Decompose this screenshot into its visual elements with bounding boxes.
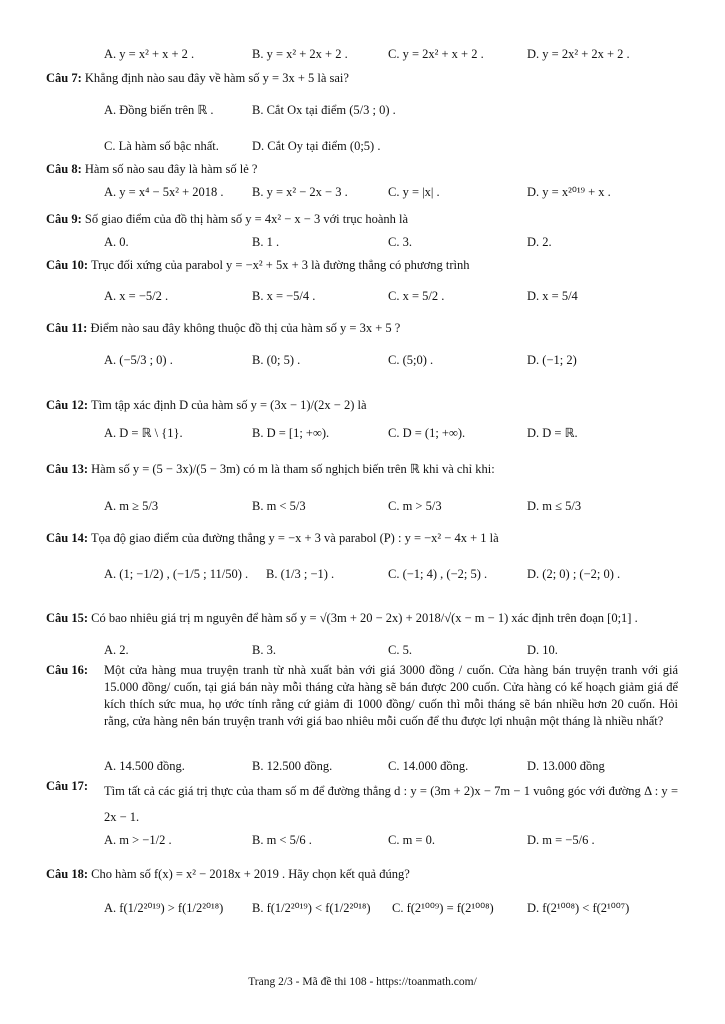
q11-label: Câu 11: [46, 321, 88, 335]
q11-option-d: D. (−1; 2) [527, 353, 577, 367]
q18-stem [46, 866, 410, 882]
q12-option-a: A. D = ℝ \ {1}. [104, 426, 183, 440]
q17-option-a: A. m > −1/2 . [104, 833, 172, 847]
q12-text: Tìm tập xác định D của hàm số y = (3x − 1)/(2x − 2) là [90, 398, 367, 412]
q13-option-d: D. m ≤ 5/3 [527, 499, 582, 513]
q11-stem [46, 320, 400, 336]
q16-option-d: D. 13.000 đồng [527, 759, 605, 773]
q12-option-c: C. D = (1; +∞). [388, 426, 466, 440]
q11-option-a: A. (−5/3 ; 0) . [104, 353, 173, 367]
q15-option-b: B. 3. [252, 643, 276, 657]
q17-text: Tìm tất cả các giá trị thực của tham số m để đường thẳng d : y = (3m + 2)x − 7m − 1 vuông góc với đường Δ : y = 2x − 1. [104, 784, 678, 824]
q8-label: Câu 8: [46, 162, 82, 176]
q12-option-b: B. D = [1; +∞). [252, 426, 330, 440]
q17-option-c: C. m = 0. [388, 833, 435, 847]
q14-label: Câu 14: [46, 531, 89, 545]
q9-option-d: D. 2. [527, 235, 552, 249]
q17-label-row [46, 778, 88, 794]
q16-option-b: B. 12.500 đồng. [252, 759, 333, 773]
q11-option-c: C. (5;0) . [388, 353, 434, 367]
q13-option-a: A. m ≥ 5/3 [104, 499, 159, 513]
q16-option-c: C. 14.000 đồng. [388, 759, 469, 773]
q7-option-d: D. Cắt Oy tại điểm (0;5) . [252, 139, 381, 153]
q17-label: Câu 17: [46, 779, 89, 793]
q14-option-b: B. (1/3 ; −1) . [266, 567, 335, 581]
q15-option-a: A. 2. [104, 643, 129, 657]
q9-text: Số giao điểm của đồ thị hàm số y = 4x² − x − 3 với trục hoành là [84, 212, 409, 226]
q11-option-b: B. (0; 5) . [252, 353, 301, 367]
q12-stem [46, 397, 367, 413]
q8-option-d: D. y = x²⁰¹⁹ + x . [527, 185, 611, 199]
q14-option-a: A. (1; −1/2) , (−1/5 ; 11/50) . [104, 567, 249, 581]
q10-option-c: C. x = 5/2 . [388, 289, 445, 303]
q10-stem [46, 257, 469, 273]
q18-text: Cho hàm số f(x) = x² − 2018x + 2019 . Hãy chọn kết quả đúng? [91, 867, 410, 881]
q17-option-d: D. m = −5/6 . [527, 833, 595, 847]
q7-option-c: C. Là hàm số bậc nhất. [104, 139, 219, 153]
q8-text: Hàm số nào sau đây là hàm số lẻ ? [84, 162, 258, 176]
q15-option-c: C. 5. [388, 643, 412, 657]
q15-text: Có bao nhiêu giá trị m nguyên để hàm số y = √(3m + 20 − 2x) + 2018/√(x − m − 1) xác định trên đoạn [0;1] . [91, 611, 638, 625]
q16-label-row [46, 662, 88, 678]
q10-option-d: D. x = 5/4 [527, 289, 578, 303]
q7-option-a: A. Đồng biến trên ℝ . [104, 103, 214, 117]
q10-option-b: B. x = −5/4 . [252, 289, 316, 303]
q6-option-a: A. y = x² + x + 2 . [104, 47, 195, 61]
q18-option-c: C. f(2¹⁰⁰⁹) = f(2¹⁰⁰⁸) [392, 901, 494, 915]
q10-text: Trục đối xứng của parabol y = −x² + 5x + 3 là đường thẳng có phương trình [90, 258, 470, 272]
q10-option-a: A. x = −5/2 . [104, 289, 169, 303]
q9-label: Câu 9: [46, 212, 82, 226]
q15-option-d: D. 10. [527, 643, 558, 657]
q9-option-c: C. 3. [388, 235, 412, 249]
q17-option-b: B. m < 5/6 . [252, 833, 312, 847]
q7-option-b: B. Cắt Ox tại điểm (5/3 ; 0) . [252, 103, 396, 117]
q14-stem [46, 530, 499, 546]
q18-option-b: B. f(1/2²⁰¹⁹) < f(1/2²⁰¹⁸) [252, 901, 371, 915]
q9-option-a: A. 0. [104, 235, 129, 249]
q9-stem [46, 211, 408, 227]
q18-label: Câu 18: [46, 867, 89, 881]
q14-text: Tọa độ giao điểm của đường thẳng y = −x + 3 và parabol (P) : y = −x² − 4x + 1 là [90, 531, 499, 545]
q15-label: Câu 15: [46, 611, 89, 625]
q8-stem [46, 161, 257, 177]
q14-option-d: D. (2; 0) ; (−2; 0) . [527, 567, 621, 581]
q7-stem [46, 70, 349, 86]
q9-option-b: B. 1 . [252, 235, 280, 249]
q6-option-c: C. y = 2x² + x + 2 . [388, 47, 484, 61]
q6-option-d: D. y = 2x² + 2x + 2 . [527, 47, 630, 61]
q10-label: Câu 10: [46, 258, 89, 272]
q12-label: Câu 12: [46, 398, 89, 412]
q15-stem [46, 610, 638, 626]
q13-text: Hàm số y = (5 − 3x)/(5 − 3m) có m là tham số nghịch biến trên ℝ khi và chỉ khi: [91, 462, 495, 476]
q13-stem [46, 461, 495, 477]
q14-option-c: C. (−1; 4) , (−2; 5) . [388, 567, 488, 581]
q6-option-b: B. y = x² + 2x + 2 . [252, 47, 348, 61]
q8-option-b: B. y = x² − 2x − 3 . [252, 185, 348, 199]
q18-option-a: A. f(1/2²⁰¹⁹) > f(1/2²⁰¹⁸) [104, 901, 224, 915]
q16-option-a: A. 14.500 đồng. [104, 759, 185, 773]
q13-label: Câu 13: [46, 462, 89, 476]
q13-option-b: B. m < 5/3 [252, 499, 306, 513]
q16-text: Một cửa hàng mua truyện tranh từ nhà xuất bản với giá 3000 đồng / cuốn. Cửa hàng bán truyện tranh với giá 15.000 đồng/ cuốn, tại giá bán này mỗi tháng cửa hàng sẽ bán được 200 cuốn. Cửa hàng có kế hoạch giảm giá để kích thích sức mua, họ ước tính rằng cứ giảm đi 1000 đồng/ cuốn thì mỗi tháng sẽ bán nhiều hơn 20 cuốn. Hỏi rằng, cửa hàng nên bán truyện tranh với giá bao nhiêu mỗi cuốn để thu được lợi nhuận một tháng là nhiều nhất? [104, 663, 678, 728]
q12-option-d: D. D = ℝ. [527, 426, 578, 440]
q7-text: Khẳng định nào sau đây về hàm số y = 3x + 5 là sai? [84, 71, 349, 85]
q8-option-a: A. y = x⁴ − 5x² + 2018 . [104, 185, 224, 199]
q16-label: Câu 16: [46, 663, 89, 677]
q8-option-c: C. y = |x| . [388, 185, 440, 199]
q18-option-d: D. f(2¹⁰⁰⁸) < f(2¹⁰⁰⁷) [527, 901, 630, 915]
q7-label: Câu 7: [46, 71, 82, 85]
q11-text: Điểm nào sau đây không thuộc đồ thị của hàm số y = 3x + 5 ? [90, 321, 401, 335]
page-footer: Trang 2/3 - Mã đề thi 108 - https://toanmath.com/ [248, 976, 477, 988]
q13-option-c: C. m > 5/3 [388, 499, 442, 513]
